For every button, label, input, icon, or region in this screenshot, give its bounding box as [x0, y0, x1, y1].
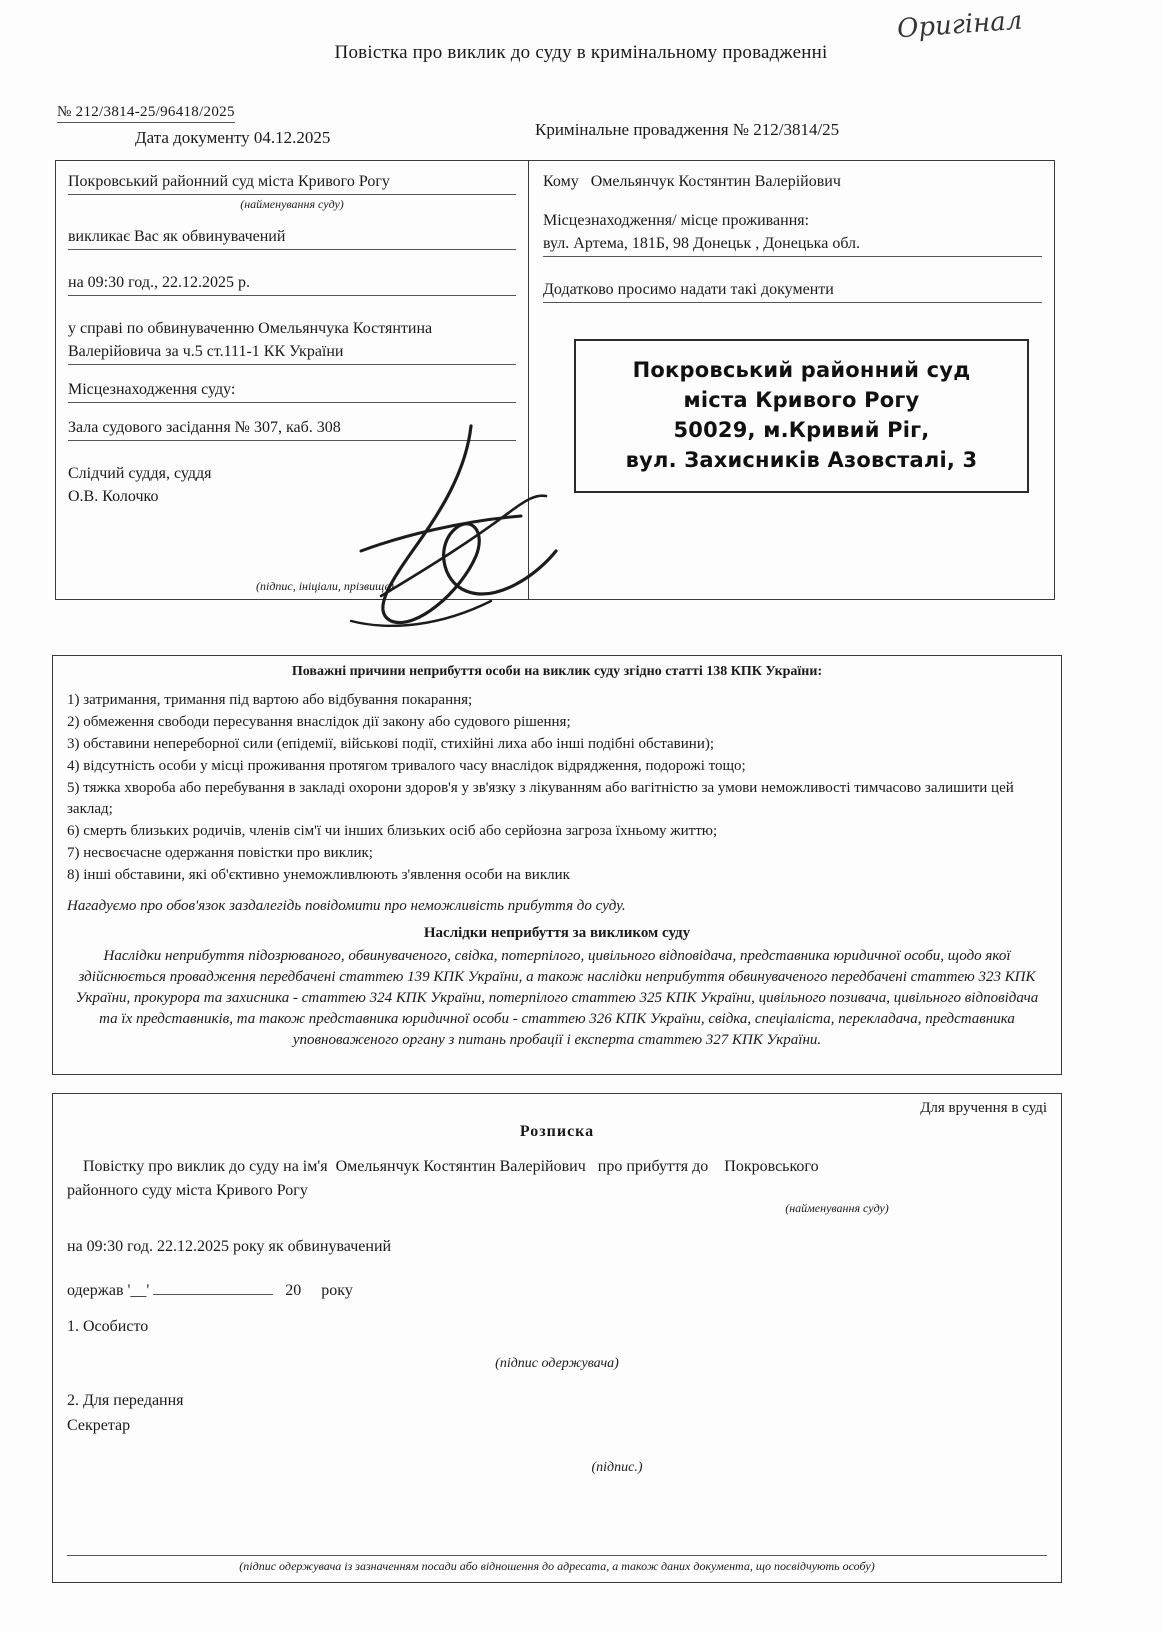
handwritten-annotation: Оригінал — [895, 5, 1023, 45]
valid-reasons-title: Поважні причини неприбуття особи на виклик суду згідно статті 138 КПК України: — [291, 664, 823, 679]
receipt-bottom-note: (підпис одержувача із зазначенням посади або відношення до адресата, а також даних документа, що посвідчують особу) — [67, 1555, 1047, 1574]
addressee-label: Кому — [543, 173, 579, 190]
reason-item: 1) затримання, тримання під вартою або відбування покарання; — [67, 692, 473, 708]
secretary-signature-caption: (підпис.) — [591, 1460, 643, 1475]
court-stamp — [574, 339, 1029, 493]
receipt-year-label: 20 — [285, 1282, 302, 1299]
consequences-title: Наслідки неприбуття за викликом суду — [423, 925, 691, 941]
reason-item: 3) обставини непереборної сили (епідемії, військові події, стихійні лиха або інші подібні обставини); — [67, 736, 715, 752]
reason-item: 4) відсутність особи у місці проживання протягом тривалого часу внаслідок відрядження, подорожі тощо; — [67, 758, 746, 774]
stamp-line-2: міста Кривого Рогу — [683, 388, 920, 412]
receipt-option-personal: 1. Особисто — [67, 1318, 149, 1335]
hearing-datetime: на 09:30 год., 22.12.2025 р. — [68, 272, 516, 296]
addressee-name: Омельянчук Костянтин Валерійович — [590, 173, 841, 190]
stamp-line-3: 50029, м.Кривий Ріг, — [673, 418, 930, 442]
case-description-line2: Валерійовича за ч.5 ст.111-1 КК України — [68, 341, 516, 365]
received-date-blank[interactable] — [153, 1294, 273, 1295]
receipt-text-part2: про прибуття до — [597, 1158, 709, 1175]
consequences-text: Наслідки неприбуття підозрюваного, обвинуваченого, свідка, потерпілого, цивільного відповідача, представника юридичної особи, щодо якої здійснюється провадження передбачені статтею 139 КПК України, а також наслідки неприбуття обвинуваченого передбачені статтею 323 КПК України, прокурора та захисника - статтею 324 КПК України, потерпілого статтею 325 КПК України, цивільного позивача, цивільного відповідача та їх представників, та також представника юридичної особи - статтею 326 КПК України, свідка, спеціаліста, перекладача, представника уповноваженого органу з питань пробації і експерта статтею 327 КПК України. — [75, 948, 1039, 1048]
left-column — [56, 161, 528, 599]
stamp-line-1: Покровський районний суд — [632, 358, 971, 382]
residence-label: Місцезнаходження/ місце проживання: — [543, 212, 810, 229]
receipt-secretary-label: Секретар — [67, 1417, 131, 1434]
main-summons-box — [55, 160, 1055, 600]
receipt-received-label: одержав '__' — [67, 1282, 150, 1299]
receipt-datetime: на 09:30 год. 22.12.2025 року як обвинувачений — [67, 1238, 392, 1255]
page-title: Повістка про виклик до суду в кримінальному провадженні — [334, 42, 828, 63]
receipt-text-part1: Повістку про виклик до суду на ім'я — [83, 1158, 328, 1175]
document-number: № 212/3814-25/96418/2025 — [57, 104, 235, 123]
for-delivery-note: Для вручення в суді — [920, 1100, 1047, 1116]
receipt-person-name: Омельянчук Костянтин Валерійович — [335, 1158, 586, 1175]
document-date: Дата документу 04.12.2025 — [135, 128, 331, 147]
receipt-year-suffix: року — [321, 1282, 353, 1299]
court-name: Покровський районний суд міста Кривого Рогу — [68, 171, 516, 195]
receipt-title: Розписка — [519, 1123, 595, 1140]
valid-reasons-box — [52, 655, 1062, 1075]
receipt-option-transfer: 2. Для передання — [67, 1392, 184, 1409]
reason-item: 5) тяжка хвороба або перебування в закладі охорони здоров'я у зв'язку з лікуванням або вагітністю за умови неможливості тимчасово залишити цей заклад; — [67, 780, 1014, 817]
court-name-caption: (найменування суду) — [240, 197, 344, 211]
residence-address: вул. Артема, 181Б, 98 Донецьк , Донецька обл. — [543, 233, 1042, 257]
judge-label: Слідчий суддя, суддя — [68, 465, 212, 482]
hearing-hall: Зала судового засідання № 307, каб. 308 — [68, 417, 516, 441]
stamp-line-4: вул. Захисників Азовсталі, 3 — [625, 448, 978, 472]
right-column — [529, 161, 1056, 599]
case-description-line1: у справі по обвинуваченню Омельянчука Костянтина — [68, 320, 433, 337]
criminal-proceeding-number: Кримінальне провадження № 212/3814/25 — [535, 120, 840, 139]
receiver-signature-caption: (підпис одержувача) — [495, 1356, 619, 1371]
reason-item: 8) інші обставини, які об'єктивно унеможливлюють з'явлення особи на виклик — [67, 867, 570, 883]
reason-item: 2) обмеження свободи пересування внаслідок дії закону або судового рішення; — [67, 714, 571, 730]
judge-name: О.В. Колочко — [68, 488, 159, 505]
reason-item: 7) несвоєчасне одержання повістки про виклик; — [67, 845, 373, 861]
receipt-court-part1: Покровського — [724, 1158, 819, 1175]
receipt-box — [52, 1093, 1062, 1583]
court-location-label: Місцезнаходження суду: — [68, 379, 516, 403]
reminder-note: Нагадуємо про обов'язок заздалегідь повідомити про неможливість прибуття до суду. — [67, 898, 626, 914]
summons-role: викликає Вас як обвинувачений — [68, 226, 516, 250]
reason-item: 6) смерть близьких родичів, членів сім'ї чи інших близьких осіб або серйозна загроза їхньому життю; — [67, 823, 718, 839]
receipt-court-part2: районного суду міста Кривого Рогу — [67, 1182, 308, 1199]
receipt-court-caption: (найменування суду) — [785, 1201, 889, 1215]
documents-request: Додатково просимо надати такі документи — [543, 279, 1042, 303]
signature-caption: (підпис, ініціали, прізвище) — [256, 579, 394, 593]
